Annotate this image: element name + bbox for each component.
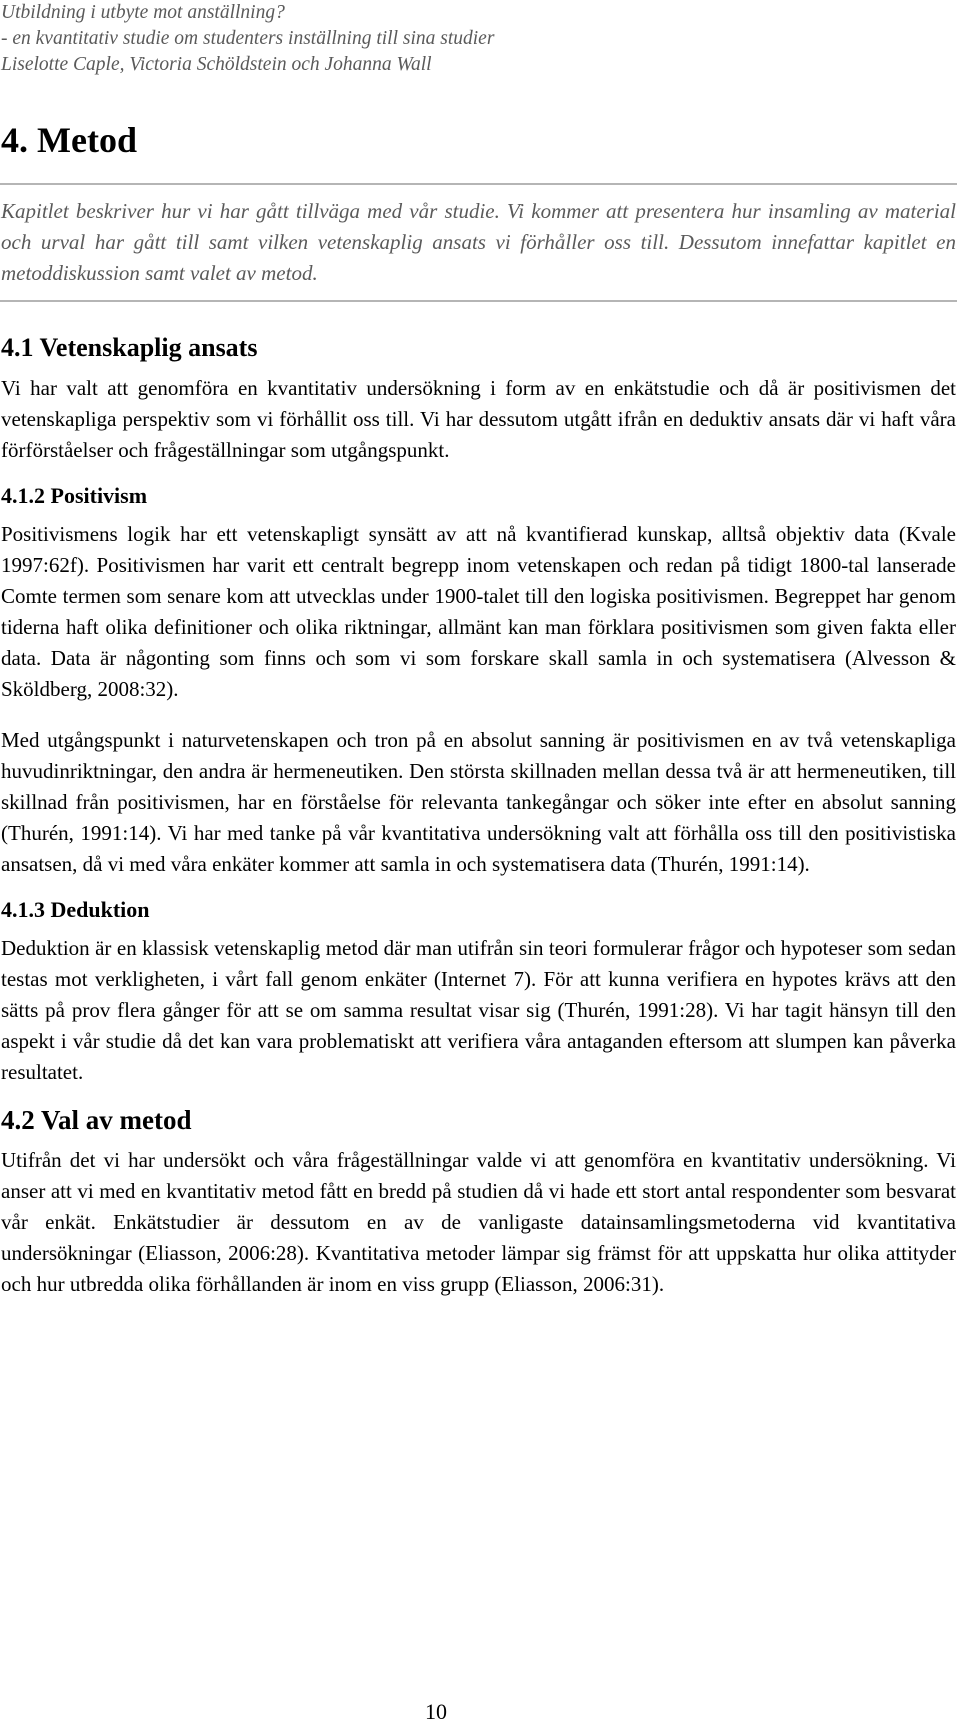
chapter-title: 4. Metod <box>1 120 137 160</box>
header-authors: Liselotte Caple, Victoria Schöldstein och Johanna Wall <box>1 54 432 75</box>
section-heading-4-1-2: 4.1.2 Positivism <box>1 483 148 508</box>
paragraph-4-1-2-b: Med utgångspunkt i naturvetenskapen och tron på en absolut sanning är positivismen en av två vetenskapliga huvudinriktningar, den andra är hermeneutiken. Den största skillnaden mellan dessa två är att hermeneutiken, till skillnad från positivismen, har en förståelse för relevanta tankegångar och söker inte efter en absolut sanning (Thurén, 1991:14). Vi har med tanke på vår kvantitativa undersökning valt att förhålla oss till den positivistiska ansatsen, då vi med våra enkäter kommer att samla in och systematisera data (Thurén, 1991:14). <box>1 728 956 876</box>
header-title: Utbildning i utbyte mot anställning? <box>1 2 285 23</box>
section-heading-4-2: 4.2 Val av metod <box>1 1105 192 1135</box>
document-body <box>1 330 956 1300</box>
divider-bottom <box>0 300 957 302</box>
paragraph-4-2: Utifrån det vi har undersökt och våra frågeställningar valde vi att genomföra en kvantitativ undersökning. Vi anser att vi med en kvantitativ metod fått en bredd på studien då vi hade ett stort antal respondenter som besvarat vår enkät. Enkätstudier är dessutom en av de vanligaste datainsamlingsmetoderna vid kvantitativa undersökningar (Eliasson, 2006:28). Kvantitativa metoder lämpar sig främst för att uppskatta hur olika attityder och hur utbredda olika förhållanden är inom en viss grupp (Eliasson, 2006:31). <box>1 1148 956 1296</box>
divider-top <box>0 183 957 185</box>
running-header <box>1 0 901 78</box>
chapter-intro: Kapitlet beskriver hur vi har gått tillväga med vår studie. Vi kommer att presentera hur insamling av material och urval har gått till samt vilken vetenskaplig ansats vi förhåller oss till. Dessutom innefattar kapitlet en metoddiskussion samt valet av metod. <box>1 199 956 285</box>
page-number: 10 <box>425 1699 447 1724</box>
paragraph-4-1: Vi har valt att genomföra en kvantitativ undersökning i form av en enkätstudie och då är positivismen det vetenskapliga perspektiv som vi förhållit oss till. Vi har dessutom utgått ifrån en deduktiv ansats där vi haft våra förförståelser och frågeställningar som utgångspunkt. <box>1 376 956 462</box>
header-subtitle: - en kvantitativ studie om studenters inställning till sina studier <box>1 28 495 49</box>
paragraph-4-1-2-a: Positivismens logik har ett vetenskapligt synsätt av att nå kvantifierad kunskap, alltså objektiv data (Kvale 1997:62f). Positivismen har varit ett centralt begrepp inom vetenskapen och redan på tidigt 1800-tal lanserade Comte termen som senare kom att utvecklas under 1900-talet till den logiska positivismen. Begreppet har genom tiderna haft olika definitioner och olika riktningar, allmänt kan man förklara positivismen som given fakta eller data. Data är någonting som finns och som vi som forskare skall samla in och systematisera (Alvesson & Sköldberg, 2008:32). <box>1 522 956 701</box>
section-heading-4-1: 4.1 Vetenskaplig ansats <box>1 333 258 362</box>
paragraph-4-1-3: Deduktion är en klassisk vetenskaplig metod där man utifrån sin teori formulerar frågor och hypoteser som sedan testas mot verkligheten, i vårt fall genom enkäter (Internet 7). För att kunna verifiera en hypotes krävs att den sätts på prov flera gånger för att se om samma resultat visar sig (Thurén, 1991:28). Vi har tagit hänsyn till den aspekt i vår studie då det kan vara problematiskt att verifiera våra antaganden eftersom att slumpen kan påverka resultatet. <box>1 936 956 1084</box>
section-heading-4-1-3: 4.1.3 Deduktion <box>1 897 150 922</box>
